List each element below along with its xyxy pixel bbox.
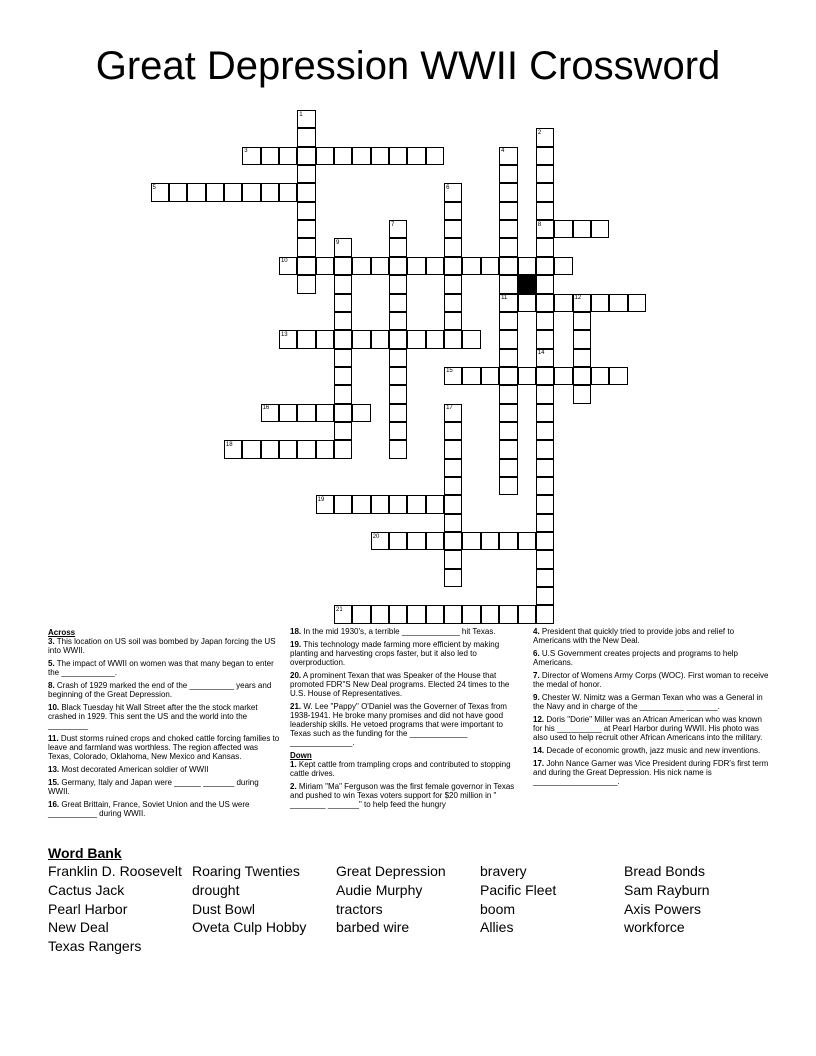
word-bank-item: Dust Bowl <box>192 900 256 917</box>
clue-down-12: 12. Doris "Dorie" Miller was an African American who was known for his __________ at Pearl Harbor during WWII. His photo was also used to help recruit other African Americans into the military. <box>533 715 763 742</box>
grid-cell[interactable] <box>297 202 315 220</box>
grid-cell[interactable] <box>187 183 205 201</box>
grid-cell[interactable] <box>518 294 536 312</box>
grid-cell[interactable] <box>481 367 499 385</box>
clue-number: 11 <box>501 295 508 301</box>
grid-cell[interactable] <box>279 440 297 458</box>
grid-cell[interactable] <box>297 238 315 256</box>
grid-cell[interactable] <box>536 569 554 587</box>
grid-cell[interactable] <box>499 183 517 201</box>
grid-cell[interactable] <box>334 440 352 458</box>
grid-cell[interactable] <box>352 147 370 165</box>
grid-cell[interactable] <box>407 147 425 165</box>
grid-cell[interactable] <box>444 495 462 513</box>
grid-cell[interactable] <box>573 312 591 330</box>
word-bank-item: Allies <box>480 919 514 936</box>
grid-cell[interactable] <box>316 330 334 348</box>
grid-cell[interactable] <box>279 147 297 165</box>
clue-across-19: 19. This technology made farming more efficient by making planting and harvesting crops faster, but it also led to overproduction. <box>290 640 500 667</box>
grid-cell[interactable] <box>389 275 407 293</box>
clue-down-9: 9. Chester W. Nimitz was a German Texan who was a General in the Navy and in charge of the __________ _______. <box>533 693 763 711</box>
grid-cell[interactable] <box>261 440 279 458</box>
grid-cell[interactable] <box>462 532 480 550</box>
word-bank-item: Pacific Fleet <box>480 881 557 898</box>
grid-cell[interactable] <box>536 404 554 422</box>
grid-cell[interactable] <box>334 147 352 165</box>
word-bank-item: bravery <box>480 863 527 879</box>
grid-cell[interactable] <box>536 514 554 532</box>
grid-cell[interactable] <box>554 257 572 275</box>
grid-cell[interactable] <box>591 367 609 385</box>
grid-cell[interactable] <box>462 605 480 623</box>
grid-cell[interactable] <box>316 440 334 458</box>
clue-across-16: 16. Great Brittain, France, Soviet Union and the US were ___________ during WWII. <box>48 800 250 818</box>
grid-cell[interactable] <box>389 147 407 165</box>
grid-cell[interactable] <box>536 587 554 605</box>
grid-cell[interactable] <box>407 532 425 550</box>
grid-cell[interactable] <box>426 147 444 165</box>
grid-cell[interactable] <box>499 422 517 440</box>
grid-cell[interactable] <box>444 477 462 495</box>
grid-cell[interactable] <box>426 495 444 513</box>
grid-cell[interactable] <box>499 385 517 403</box>
grid-cell[interactable] <box>334 495 352 513</box>
grid-cell[interactable] <box>536 367 554 385</box>
clue-number: 8 <box>537 221 542 228</box>
grid-cell[interactable] <box>242 440 260 458</box>
clue-across-20: 20. A prominent Texan that was Speaker of the House that promoted FDR"S New Deal programs. Elected 24 times to the U.S. House of Representatives. <box>290 671 510 698</box>
word-bank-item: Cactus Jack <box>48 881 125 898</box>
grid-cell[interactable] <box>536 605 554 623</box>
grid-cell[interactable] <box>499 220 517 238</box>
grid-cell[interactable] <box>573 220 591 238</box>
clue-number: 19 <box>317 496 325 503</box>
grid-cell[interactable] <box>352 605 370 623</box>
grid-cell[interactable] <box>389 330 407 348</box>
clue-number: 4 <box>501 148 505 155</box>
down-heading: Down <box>290 751 312 760</box>
grid-cell[interactable] <box>389 440 407 458</box>
clue-number: 1 <box>299 111 303 118</box>
grid-cell[interactable] <box>389 605 407 623</box>
clue-down-4: 4. President that quickly tried to provide jobs and relief to Americans with the New Deal. <box>533 627 735 645</box>
clue-number: 15 <box>446 368 453 375</box>
grid-cell[interactable] <box>297 275 315 293</box>
grid-cell[interactable] <box>371 147 389 165</box>
clue-number: 21 <box>336 606 343 613</box>
grid-cell[interactable] <box>518 605 536 623</box>
word-bank-item: boom <box>480 900 516 917</box>
grid-cell[interactable] <box>261 147 279 165</box>
clue-across-11: 11. Dust storms ruined crops and choked cattle forcing families to leave and farmland was worthless. The region affected was Texas, Colorado, Oklahoma, New Mexico and Kansas. <box>48 734 280 761</box>
grid-cell[interactable] <box>444 550 462 568</box>
grid-cell[interactable] <box>444 257 462 275</box>
grid-cell[interactable] <box>499 202 517 220</box>
clue-across-5: 5. The impact of WWII on women was that many began to enter the ____________. <box>48 659 274 677</box>
clue-number: 14 <box>537 350 545 357</box>
grid-cell[interactable] <box>536 532 554 550</box>
grid-cell[interactable] <box>573 367 591 385</box>
grid-cell[interactable] <box>316 404 334 422</box>
grid-cell[interactable] <box>426 257 444 275</box>
clue-number: 16 <box>262 405 270 412</box>
grid-cell[interactable] <box>334 312 352 330</box>
grid-cell[interactable] <box>462 367 480 385</box>
grid-cell[interactable] <box>554 294 572 312</box>
grid-cell[interactable] <box>389 312 407 330</box>
clue-down-1: 1. Kept cattle from trampling crops and contributed to stopping cattle drives. <box>290 760 511 778</box>
clue-across-18: 18. In the mid 1930's, a terrible _____________ hit Texas. <box>290 627 496 636</box>
clue-number: 13 <box>280 331 288 338</box>
grid-cell[interactable] <box>407 330 425 348</box>
grid-cell[interactable] <box>444 514 462 532</box>
clues-column-2 <box>290 627 524 813</box>
grid-cell[interactable] <box>334 330 352 348</box>
clues-column-1 <box>48 627 280 822</box>
grid-cell[interactable] <box>297 330 315 348</box>
grid-cell[interactable] <box>444 440 462 458</box>
word-bank-item: Oveta Culp Hobby <box>192 919 307 936</box>
across-heading: Across <box>48 628 76 637</box>
grid-cell[interactable] <box>389 257 407 275</box>
grid-cell[interactable] <box>224 183 242 201</box>
grid-cell[interactable] <box>444 275 462 293</box>
grid-cell[interactable] <box>389 238 407 256</box>
grid-cell[interactable] <box>518 532 536 550</box>
grid-cell[interactable] <box>352 404 370 422</box>
clue-number: 3 <box>244 148 248 155</box>
grid-cell[interactable] <box>536 550 554 568</box>
grid-cell[interactable] <box>554 220 572 238</box>
grid-cell[interactable] <box>316 147 334 165</box>
grid-cell[interactable] <box>573 330 591 348</box>
grid-cell[interactable] <box>371 257 389 275</box>
grid-cell[interactable] <box>444 312 462 330</box>
word-bank-item: workforce <box>624 919 685 936</box>
grid-cell[interactable] <box>316 257 334 275</box>
word-bank-item: New Deal <box>48 919 109 936</box>
grid-cell[interactable] <box>499 330 517 348</box>
grid-cell[interactable] <box>444 294 462 312</box>
grid-cell[interactable] <box>371 605 389 623</box>
page-title: Great Depression WWII Crossword <box>95 44 721 88</box>
grid-cell[interactable] <box>352 257 370 275</box>
grid-cell[interactable] <box>609 294 627 312</box>
word-bank-item: Great Depression <box>336 863 446 879</box>
clue-number: 7 <box>391 221 395 228</box>
word-bank-item: tractors <box>336 900 383 917</box>
grid-cell[interactable] <box>407 605 425 623</box>
grid-cell[interactable] <box>407 495 425 513</box>
grid-cell[interactable] <box>499 477 517 495</box>
grid-cell[interactable] <box>334 349 352 367</box>
clue-across-21: 21. W. Lee "Pappy" O'Daniel was the Governer of Texas from 1938-1941. He broke many promises and did not have good leadership skills. He vetoed programs that were important to Texas such as the funding for the _____________ ______________. <box>290 702 507 747</box>
clue-across-15: 15. Germany, Italy and Japan were ______ _______ during WWII. <box>48 778 259 796</box>
clue-down-6: 6. U.S Government creates projects and programs to help Americans. <box>533 649 738 667</box>
clue-across-10: 10. Black Tuesday hit Wall Street after the the stock market crashed in 1929. This sent the US and the world into the _________ <box>48 703 258 730</box>
grid-cell[interactable] <box>462 257 480 275</box>
grid-cell[interactable] <box>591 294 609 312</box>
clue-down-17: 17. John Nance Garner was Vice President during FDR's first term and during the Great Depression. His nick name is ___________________. <box>533 759 769 786</box>
word-bank-item: Texas Rangers <box>48 938 142 954</box>
grid-cell[interactable] <box>261 183 279 201</box>
grid-cell[interactable] <box>499 349 517 367</box>
grid-cell[interactable] <box>371 330 389 348</box>
word-bank-item: Bread Bonds <box>624 863 705 879</box>
grid-cell[interactable] <box>481 257 499 275</box>
grid-cell[interactable] <box>499 404 517 422</box>
grid-cell[interactable] <box>536 477 554 495</box>
grid-cell[interactable] <box>536 275 554 293</box>
clue-down-14: 14. Decade of economic growth, jazz music and new inventions. <box>533 746 761 755</box>
clue-down-2: 2. Miriam "Ma" Ferguson was the first female governor in Texas and pushed to win Texas voters support for $20 million in " ________ _______" to help feed the hungry <box>290 782 515 809</box>
grid-cell[interactable] <box>444 569 462 587</box>
grid-cell[interactable] <box>444 532 462 550</box>
grid-cell[interactable] <box>352 330 370 348</box>
grid-cell[interactable] <box>536 495 554 513</box>
clue-number: 18 <box>225 441 233 448</box>
grid-cell[interactable] <box>536 422 554 440</box>
grid-cell[interactable] <box>609 367 627 385</box>
grid-cell[interactable] <box>407 257 425 275</box>
grid-cell[interactable] <box>444 220 462 238</box>
clue-number: 10 <box>280 258 288 265</box>
grid-cell[interactable] <box>426 330 444 348</box>
grid-cell[interactable] <box>389 294 407 312</box>
grid-cell[interactable] <box>371 495 389 513</box>
grid-cell[interactable] <box>499 257 517 275</box>
grid-cell[interactable] <box>536 257 554 275</box>
grid-cell[interactable] <box>518 257 536 275</box>
grid-cell[interactable] <box>297 220 315 238</box>
grid-cell[interactable] <box>499 165 517 183</box>
grid-cell[interactable] <box>573 349 591 367</box>
grid-cell[interactable] <box>334 294 352 312</box>
word-bank-item: Audie Murphy <box>336 881 423 898</box>
grid-cell[interactable] <box>444 459 462 477</box>
grid-cell[interactable] <box>279 183 297 201</box>
word-bank-item: drought <box>192 881 240 898</box>
grid-cell[interactable] <box>536 183 554 201</box>
grid-cell[interactable] <box>573 385 591 403</box>
grid-cell[interactable] <box>279 404 297 422</box>
grid-cell[interactable] <box>536 385 554 403</box>
grid-cell[interactable] <box>389 367 407 385</box>
grid-cell[interactable] <box>536 312 554 330</box>
grid-cell[interactable] <box>499 238 517 256</box>
grid-cell[interactable] <box>536 238 554 256</box>
grid-cell[interactable] <box>389 422 407 440</box>
grid-cell[interactable] <box>297 165 315 183</box>
grid-cell[interactable] <box>334 275 352 293</box>
word-bank-item: Pearl Harbor <box>48 900 128 917</box>
clue-number: 12 <box>574 295 582 301</box>
grid-cell[interactable] <box>389 385 407 403</box>
grid-cell[interactable] <box>297 183 315 201</box>
grid-cell[interactable] <box>536 330 554 348</box>
grid-cell[interactable] <box>536 459 554 477</box>
grid-cell[interactable] <box>462 330 480 348</box>
grid-cell[interactable] <box>499 605 517 623</box>
clue-number: 9 <box>336 239 340 246</box>
clue-down-7: 7. Director of Womens Army Corps (WOC). First woman to receive the medal of honor. <box>533 671 769 689</box>
grid-cell[interactable] <box>444 238 462 256</box>
grid-cell[interactable] <box>242 183 260 201</box>
grid-cell[interactable] <box>536 294 554 312</box>
grid-cell[interactable] <box>297 440 315 458</box>
grid-cell[interactable] <box>389 404 407 422</box>
grid-cell[interactable] <box>334 404 352 422</box>
word-bank-item: Franklin D. Roosevelt <box>48 863 182 879</box>
grid-cell[interactable] <box>389 495 407 513</box>
grid-cell[interactable] <box>444 330 462 348</box>
grid-cell[interactable] <box>536 165 554 183</box>
clue-number: 2 <box>537 129 542 136</box>
grid-cell[interactable] <box>444 202 462 220</box>
grid-cell[interactable] <box>389 349 407 367</box>
clue-across-3: 3. This location on US soil was bombed by Japan forcing the US into WWII. <box>48 637 276 655</box>
grid-cell[interactable] <box>297 404 315 422</box>
grid-cell[interactable] <box>481 605 499 623</box>
grid-cell[interactable] <box>297 128 315 146</box>
grid-cell[interactable] <box>499 440 517 458</box>
grid-cell[interactable] <box>297 257 315 275</box>
grid-cell[interactable] <box>536 440 554 458</box>
grid-cell[interactable] <box>389 532 407 550</box>
grid-cell[interactable] <box>554 367 572 385</box>
grid-cell[interactable] <box>334 422 352 440</box>
grid-cell[interactable] <box>444 422 462 440</box>
grid-cell[interactable] <box>334 385 352 403</box>
grid-cell[interactable] <box>444 605 462 623</box>
clue-across-13: 13. Most decorated American soldier of WWII <box>48 765 209 774</box>
grid-cell[interactable] <box>334 367 352 385</box>
grid-cell[interactable] <box>426 532 444 550</box>
grid-cell[interactable] <box>518 367 536 385</box>
grid-cell[interactable] <box>499 532 517 550</box>
clue-number: 5 <box>152 184 156 191</box>
grid-cell[interactable] <box>352 495 370 513</box>
grid-cell[interactable] <box>206 183 224 201</box>
word-bank-title: Word Bank <box>48 845 122 861</box>
clue-number: 20 <box>372 533 380 540</box>
grid-cell[interactable] <box>536 202 554 220</box>
clue-number: 17 <box>446 405 453 412</box>
word-bank-item: Roaring Twenties <box>192 863 300 879</box>
clues-column-3 <box>533 627 771 790</box>
grid-cell[interactable] <box>426 605 444 623</box>
grid-cell[interactable] <box>297 147 315 165</box>
grid-cell[interactable] <box>499 275 517 293</box>
grid-cell[interactable] <box>334 257 352 275</box>
word-bank-item: Axis Powers <box>624 900 702 917</box>
word-bank-item: Sam Rayburn <box>624 881 710 898</box>
grid-block <box>518 275 536 293</box>
word-bank <box>48 862 768 956</box>
grid-cell[interactable] <box>481 532 499 550</box>
grid-cell[interactable] <box>169 183 187 201</box>
grid-cell[interactable] <box>499 459 517 477</box>
clue-number: 6 <box>446 184 450 191</box>
grid-cell[interactable] <box>536 147 554 165</box>
grid-cell[interactable] <box>628 294 646 312</box>
word-bank-item: barbed wire <box>336 919 410 936</box>
grid-cell[interactable] <box>499 312 517 330</box>
clue-across-8: 8. Crash of 1929 marked the end of the __________ years and beginning of the Great Depression. <box>48 681 272 699</box>
grid-cell[interactable] <box>499 367 517 385</box>
grid-cell[interactable] <box>591 220 609 238</box>
